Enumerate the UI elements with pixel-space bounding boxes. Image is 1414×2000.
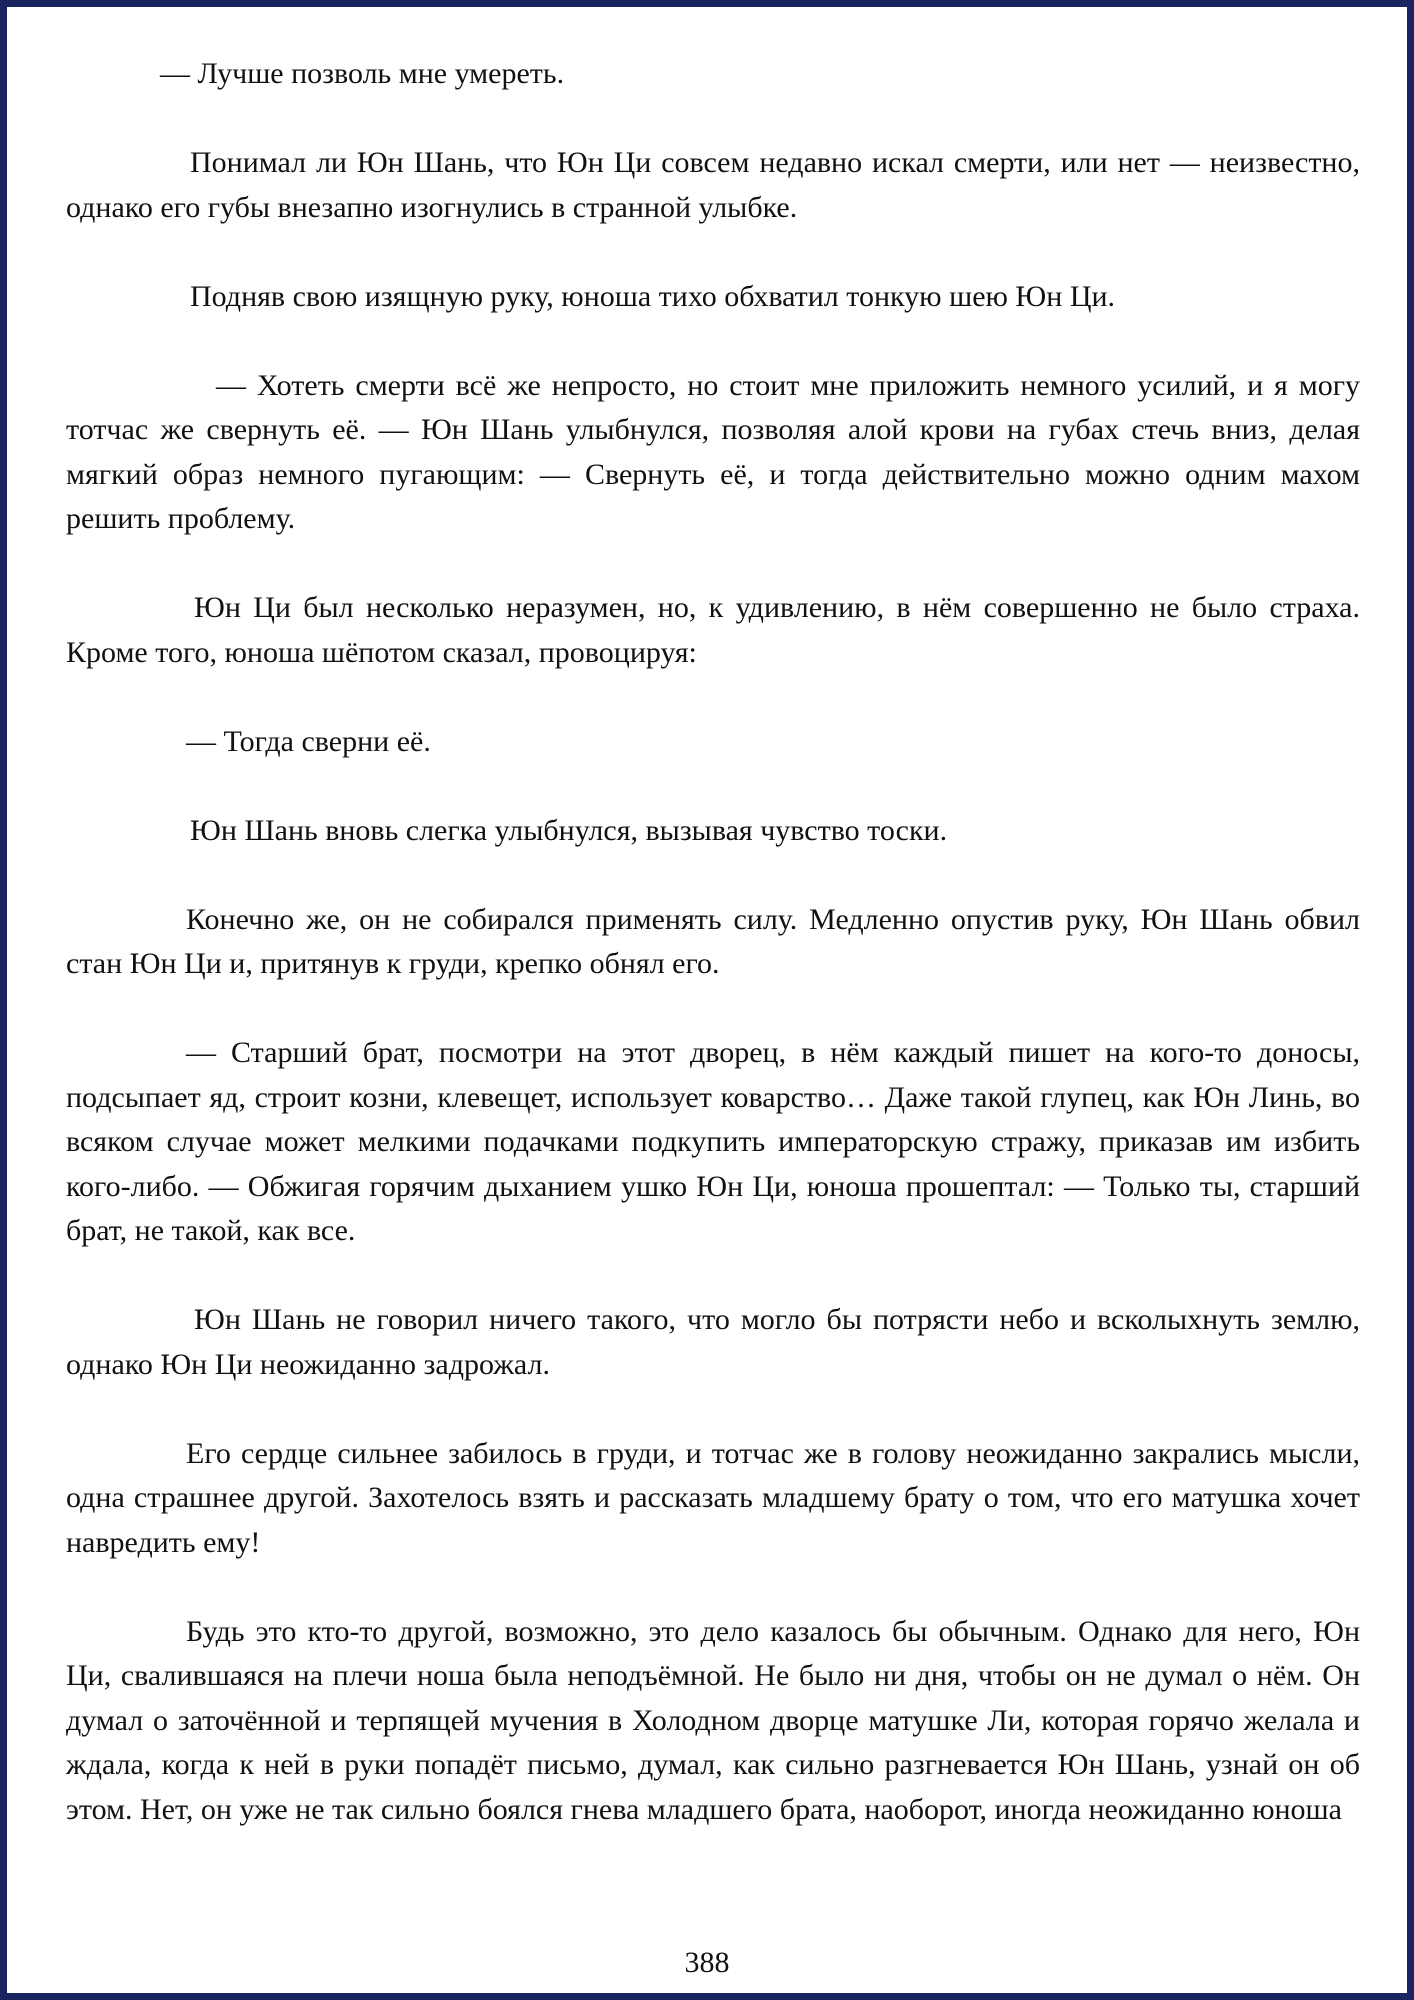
- paragraph: Подняв свою изящную руку, юноша тихо обхватил тонкую шею Юн Ци.: [190, 279, 1116, 313]
- page-number: 388: [684, 1946, 730, 1979]
- page-body: [66, 52, 1360, 1877]
- paragraph: — Тогда сверни её.: [186, 724, 431, 758]
- paragraph: Юн Шань вновь слегка улыбнулся, вызывая чувство тоски.: [190, 813, 948, 847]
- paragraph: Его сердце сильнее забилось в груди, и тотчас же в голову неожиданно закрались мысли, одна страшнее другой. Захотелось взять и рассказать младшему брату о том, что его матушка хочет навредить ему!: [66, 1436, 1360, 1559]
- paragraph: — Хотеть смерти всё же непросто, но стоит мне приложить немного усилий, и я могу тотчас же свернуть её. — Юн Шань улыбнулся, позволяя алой крови на губах стечь вниз, делая мягкий образ немного пугающим: — Свернуть её, и тогда действительно можно одним махом решить проблему.: [66, 368, 1360, 535]
- paragraph: Юн Шань не говорил ничего такого, что могло бы потрясти небо и всколыхнуть землю, однако Юн Ци неожиданно задрожал.: [66, 1303, 1360, 1381]
- paragraph: Понимал ли Юн Шань, что Юн Ци совсем недавно искал смерти, или нет — неизвестно, однако его губы внезапно изогнулись в странной улыбке.: [66, 146, 1360, 224]
- paragraph: — Старший брат, посмотри на этот дворец, в нём каждый пишет на кого-то доносы, подсыпает яд, строит козни, клевещет, использует коварство… Даже такой глупец, как Юн Линь, во всяком случае может мелкими подачками подкупить императорскую стражу, приказав им избить кого-либо. — Обжигая горячим дыханием ушко Юн Ци, юноша прошептал: — Только ты, старший брат, не такой, как все.: [66, 1036, 1360, 1247]
- paragraph: Юн Ци был несколько неразумен, но, к удивлению, в нём совершенно не было страха. Кроме того, юноша шёпотом сказал, провоцируя:: [66, 591, 1360, 669]
- paragraph: Будь это кто-то другой, возможно, это дело казалось бы обычным. Однако для него, Юн Ци, свалившаяся на плечи ноша была неподъёмной. Не было ни дня, чтобы он не думал о нём. Он думал о заточённой и терпящей мучения в Холодном дворце матушке Ли, которая горячо желала и ждала, когда к ней в руки попадёт письмо, думал, как сильно разгневается Юн Шань, узнай он об этом. Нет, он уже не так сильно боялся гнева младшего брата, наоборот, иногда неожиданно юноша: [66, 1614, 1360, 1826]
- paragraph: — Лучше позволь мне умереть.: [160, 57, 565, 90]
- paragraph: Конечно же, он не собирался применять силу. Медленно опустив руку, Юн Шань обвил стан Юн Ци и, притянув к груди, крепко обнял его.: [66, 902, 1360, 980]
